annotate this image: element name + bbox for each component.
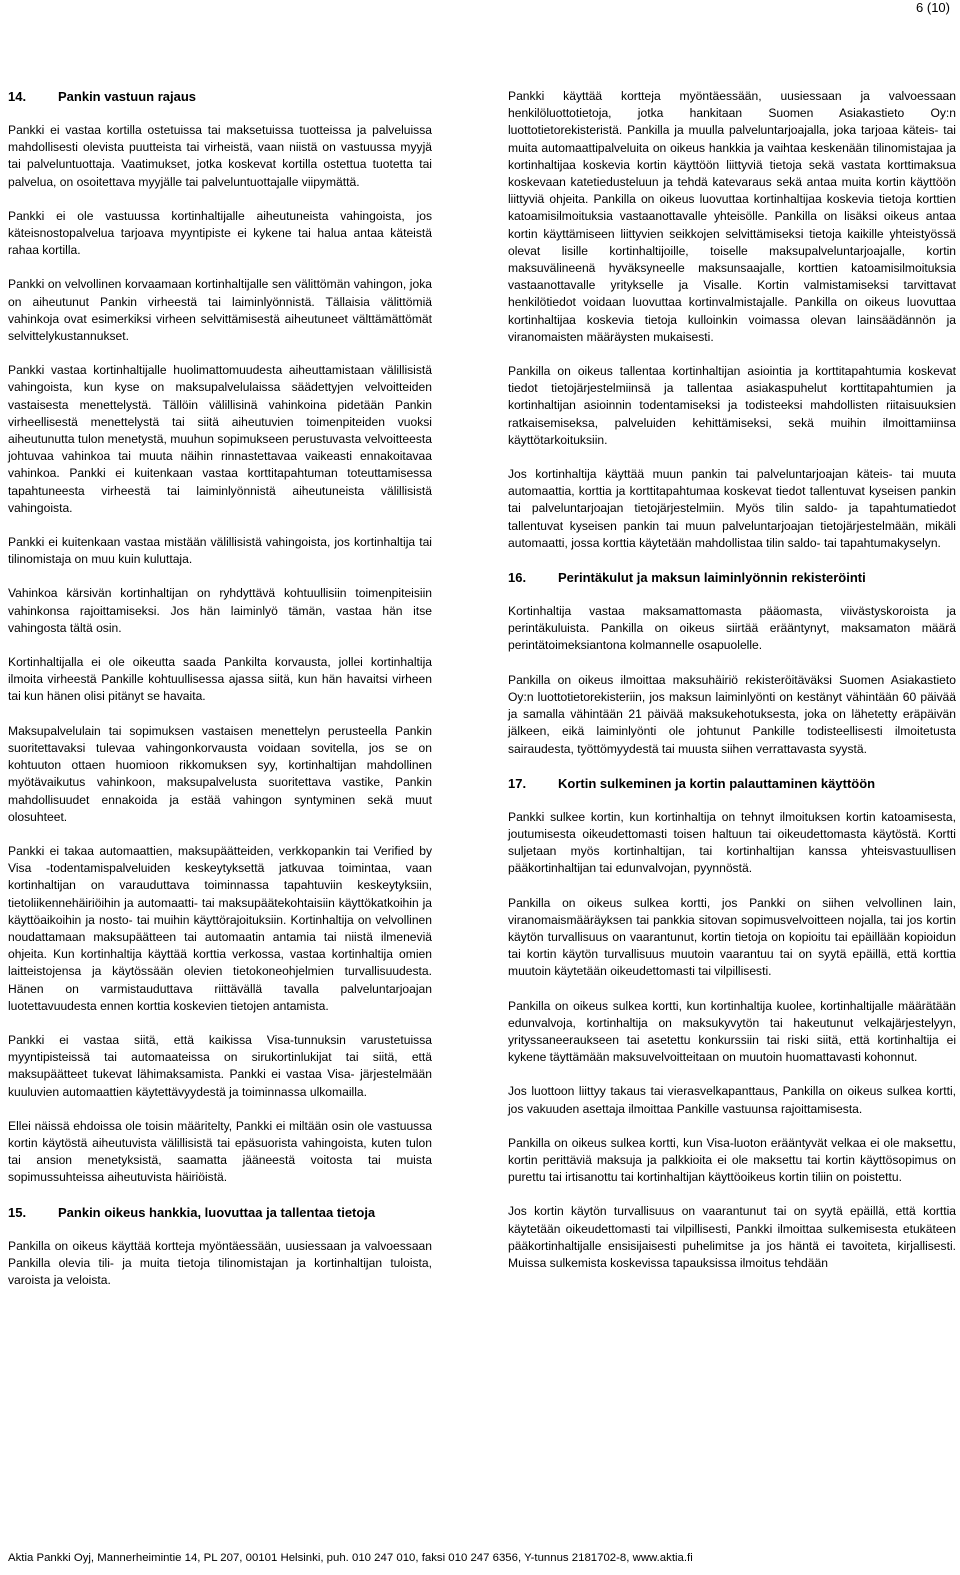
- paragraph: Pankilla on oikeus sulkea kortti, kun Visa-luoton erääntyvät velkaa ei ole maksettu, kortin perittäviä maksuja ja palkkioita ei ole maksettu tai kortin käyttösopimus on purettu tai irtisanottu tai kortinhaltijan käyttöoikeus kortin tiliin on poistettu.: [508, 1135, 956, 1185]
- paragraph: Pankilla on oikeus sulkea kortti, kun kortinhaltija kuolee, kortinhaltijalle määrätään edunvalvoja, kortinhaltija on maksukyvytön tai hakeutunut velkajärjestelyyn, yrityssaneeraukseen tai asetettu konkurssiin tai riski siitä, että kortinhaltija ei kykene täyttämään maksuvelvoitteitaan on muutoin huomattavasti kohonnut.: [508, 998, 956, 1065]
- section-title: Kortin sulkeminen ja kortin palauttaminen käyttöön: [558, 775, 876, 791]
- page-number: 6 (10): [916, 0, 950, 15]
- paragraph: Pankki ei vastaa kortilla ostetuissa tai maksetuissa tuotteissa ja palveluissa mahdollisesti olevista puutteista tai virheistä, vaan niistä on vastuussa myyjä tai palveluntuottaja. Vaatimukset, jotka koskevat kortilla ostettua tuotetta tai palvelua, on osoitettava myyjälle tai palveluntuottajalle viipymättä.: [8, 123, 432, 189]
- paragraph: Jos luottoon liittyy takaus tai vierasvelkapanttaus, Pankilla on oikeus sulkea kortti, jos vakuuden asettaja ilmoittaa Pankille vastuunsa rajoittamisesta.: [508, 1084, 956, 1116]
- paragraph: Pankki käyttää kortteja myöntäessään, uusiessaan ja valvoessaan henkilöluottotietoja, jotka hankitaan Suomen Asiakastieto Oy:n luottotietorekisteristä. Pankilla ja muulla palveluntarjoajalla, joka tarjoaa käteis- tai muita automaattipalveluita on oikeus hankkia ja vaihtaa keskenään tilinomistajaa ja kortinhaltijaa koskevia kortin käyttöön liittyviä tietoja sekä vastata korttimaksua koskevaan katetiedusteluun ja tehdä katevaraus sekä antaa muita kortin käyttöön liittyviä ohjeita. Pankilla on oikeus luovuttaa kortinhaltijaa koskevia tietoja korttien katoamisilmoituksia vastaanottavalle yhteisölle. Pankilla on lisäksi oikeus antaa kortin käyttämiseen liittyvien seikkojen selvittämiseksi tietoja kaikille yhteistyössä olevat lisille kortinhaltijoille, toiselle maksupalveluntarjoajalle, kortin maksuvälineenä hyväksyneelle maksunsaajalle, korttien katoamisilmoituksia vastaanottavalle yritykselle ja Visalle. Kortin valmistamiseksi tarvittavat henkilötiedot voidaan luovuttaa kortinvalmistajalle. Pankilla on oikeus luovuttaa kortinhaltijaa koskevia tietoja kulloinkin voimassa olevan lainsäädännön ja viranomaisten määräysten mukaisesti.: [508, 89, 956, 344]
- footer-company-info: Aktia Pankki Oyj, Mannerheimintie 14, PL 207, 00101 Helsinki, puh. 010 247 010, faksi 010 247 6356, Y-tunnus 2181702-8, www.aktia.fi: [8, 1552, 693, 1564]
- paragraph: Pankilla on oikeus tallentaa kortinhaltijan asiointia ja korttitapahtumia koskevat tiedot tietojärjestelmiinsä ja tallentaa asiakaspuhelut korttitapahtumien ja kortinhaltijan asioinnin todentamiseksi ja todisteeksi mahdollisten riitaisuuksien ratkaisemiseksa, palveluiden kehittämiseksi, sekä muihin ilmoittamiinsa käyttötarkoituksiin.: [508, 364, 956, 447]
- paragraph: Pankki sulkee kortin, kun kortinhaltija on tehnyt ilmoituksen kortin katoamisesta, joutumisesta oikeudettomasti toisen haltuun tai oikeudettomasta käytöstä. Kortti suljetaan myös kortinhaltijan, tai kortinhaltijan kanssa yhteisvastuullisen pääkortinhaltijan tai edunvalvojan, pyynnöstä.: [508, 809, 956, 876]
- paragraph: Vahinkoa kärsivän kortinhaltijan on ryhdyttävä kohtuullisiin toimenpiteisiin vahinkonsa rajoittamiseksi. Jos hän laiminlyö tämän, vastaa hän itse vahingosta tältä osin.: [8, 586, 432, 635]
- section-heading-17: [508, 775, 956, 792]
- section-title: Pankin vastuun rajaus: [58, 89, 196, 104]
- paragraph: Kortinhaltija vastaa maksamattomasta pääomasta, viivästyskoroista ja perintäkuluista. Pankilla on oikeus siirtää erääntynyt, maksamaton määrä perintätoimeksiantona kolmannelle osapuolelle.: [508, 604, 956, 653]
- paragraph: Pankki ei vastaa siitä, että kaikissa Visa-tunnuksin varustetuissa myyntipisteissä tai automaateissa on sirukortinlukijat tai siitä, että maksupäätteet tukevat lähimaksamista. Pankki ei vastaa Visa- järjestelmään kuuluvien automaattien käytettävyydestä ja toiminnassa ulkomailla.: [8, 1032, 432, 1099]
- section-number: 14.: [8, 89, 27, 104]
- section-heading-15: [8, 1204, 432, 1221]
- paragraph: Jos kortinhaltija käyttää muun pankin tai palveluntarjoajan käteis- tai muuta automaattia, korttia ja korttitapahtumaa koskevat tiedot tallentuvat kyseisen pankin tai palveluntarjoajan tietojärjestelmiin. Myös tilin saldo- ja tapahtumatiedot tallentuvat kyseisen pankin tai muun palveluntarjoajan tietojärjestelmään, mikäli automaatti, jossa korttia käytetään mahdollistaa tilin saldo- tai tapahtumakyselyn.: [508, 467, 956, 550]
- paragraph: Pankilla on oikeus ilmoittaa maksuhäiriö rekisteröitäväksi Suomen Asiakastieto Oy:n luottotietorekisteriin, jos maksun laiminlyönti on kestänyt vähintään 60 päivää ja samalla vähintään 21 päivää maksukehotuksesta, joka on lähetetty eräpäivän jälkeen, eikä laiminlyönti ole johtunut Pankille todisteellisesti ilmoitetusta sairaudesta, työttömyydestä tai muusta siihen verrattavasta syystä.: [508, 672, 956, 756]
- paragraph: Jos kortin käytön turvallisuus on vaarantunut tai on syytä epäillä, että korttia käytetään oikeudettomasti tai vilpillisesti, Pankki ilmoittaa sulkemisesta etukäteen pääkortinhaltijalle ensisijaisesti puhelimitse ja jos häntä ei tavoiteta, kirjallisesti. Muissa sulkemista koskevissa tapauksissa ilmoitus tehdään: [508, 1204, 956, 1270]
- paragraph: Pankki vastaa kortinhaltijalle huolimattomuudesta aiheuttamistaan välillisistä vahingoista, kun kyse on maksupalvelulaissa säädettyjen velvoitteiden vastaisesta menettelystä. Tällöin välillisinä vahinkoina pidetään Pankin virheellisestä menettelystä tai siitä aiheutuvien toimenpiteiden vuoksi aiheutunutta tulon menetystä, muuhun sopimukseen perustuvasta velvoitteesta johtuvaa vahinkoa tai muuta näihin rinnastettavaa vaikeasti ennakoitavaa vahinkoa. Pankki ei kuitenkaan vastaa korttitapahtuman toteuttamisessa tapahtuneesta virheestä tai laiminlyönnistä aiheutuneista välillisistä vahingoista.: [8, 363, 432, 515]
- paragraph: Maksupalvelulain tai sopimuksen vastaisen menettelyn perusteella Pankin suoritettavaksi tulevaa vahingonkorvausta voidaan sovitella, jos se on kohtuuton ottaen huomioon rikkomuksen syy, kortinhaltijan mahdollinen myötävaikutus vahinkoon, maksupalvelusta suoritettava vastike, Pankin mahdollisuudet ennakoida ja estää vahingon syntyminen sekä muut olosuhteet.: [8, 723, 432, 824]
- paragraph: Pankki ei ole vastuussa kortinhaltijalle aiheutuneista vahingoista, jos käteisnostopalvelua tarjoava myyntipiste ei kykene tai halua antaa käteistä rahaa kortilla.: [8, 208, 432, 258]
- paragraph: Pankki ei takaa automaattien, maksupäätteiden, verkkopankin tai Verified by Visa -todentamispalveluiden keskeytyksettä jatkuvaa toimintaa, vaan kortinhaltijan on varauduttava toiminnassa tapahtuviin keskeytyksiin, tietoliikennehäiriöihin ja automaatti- tai maksupäätekohtaisiin käyttökatkoihin ja käyttöaikoihin ja nosto- tai muihin käyttörajoituksiin. Kortinhaltija on velvollinen noudattamaan maksupäätteen tai automaatin antamia tai niistä ilmeneviä ohjeita. Kun kortinhaltija käyttää korttia verkossa, vastaa kortinhaltija omien laitteistojensa ja käytössään olevien tietokoneohjelmien turvallisuudesta. Hänen on varmistauduttava riittävällä tavalla palveluntarjoajan luotettavuudesta ennen korttia koskevien tietojen antamista.: [8, 843, 432, 1013]
- paragraph: Ellei näissä ehdoissa ole toisin määritelty, Pankki ei miltään osin ole vastuussa kortin käytöstä aiheutuvista välillisistä tai epäsuorista vahingoista, kuten tulon tai ansion menetyksistä, saamatta jääneestä voitosta tai muista sopimussuhteissa aiheutuvista häiriöistä.: [8, 1118, 432, 1185]
- paragraph: Pankki ei kuitenkaan vastaa mistään välillisistä vahingoista, jos kortinhaltija tai tilinomistaja on muu kuin kuluttaja.: [8, 535, 432, 567]
- section-heading-16: [508, 569, 956, 586]
- left-column: [8, 88, 432, 1306]
- paragraph: Kortinhaltijalla ei ole oikeutta saada Pankilta korvausta, jollei kortinhaltija ilmoita virheestä Pankille kohtuullisessa ajassa siitä, kun hän havaitsi virheen tai kun hänen olisi pitänyt se havaita.: [8, 655, 432, 704]
- right-column: [508, 88, 956, 1289]
- section-heading-14: [8, 88, 432, 105]
- section-title: Perintäkulut ja maksun laiminlyönnin rekisteröinti: [558, 570, 866, 586]
- paragraph: Pankki on velvollinen korvaamaan kortinhaltijalle sen välittömän vahingon, joka on aiheutunut Pankin virheestä tai laiminlyönnistä. Tällaisia välittömiä vahinkoja ovat esimerkiksi virheen selvittämisestä aiheutuneet välttämättömät selvittelykustannukset.: [8, 277, 432, 344]
- section-number: 17.: [508, 775, 527, 791]
- section-number: 16.: [508, 570, 527, 586]
- paragraph: Pankilla on oikeus sulkea kortti, jos Pankki on siihen velvollinen lain, viranomaismääräyksen tai pankkia sitovan sopimusvelvoitteen nojalla, tai jos kortin käytön turvallisuus on vaarantunut, kortin tietoja on kopioitu tai epäillään kopioidun tai kortin käytön turvallisuus muutoin vaarantuu tai on syytä epäillä, että korttia muutoin käytetään oikeudettomasti tai vilpillisesti.: [508, 895, 956, 979]
- section-title: Pankin oikeus hankkia, luovuttaa ja tallentaa tietoja: [58, 1204, 376, 1220]
- paragraph: Pankilla on oikeus käyttää kortteja myöntäessään, uusiessaan ja valvoessaan Pankilla olevia tili- ja muita tietoja tilinomistajan ja kortinhaltijan tuloista, varoista ja veloista.: [8, 1238, 432, 1287]
- section-number: 15.: [8, 1204, 27, 1220]
